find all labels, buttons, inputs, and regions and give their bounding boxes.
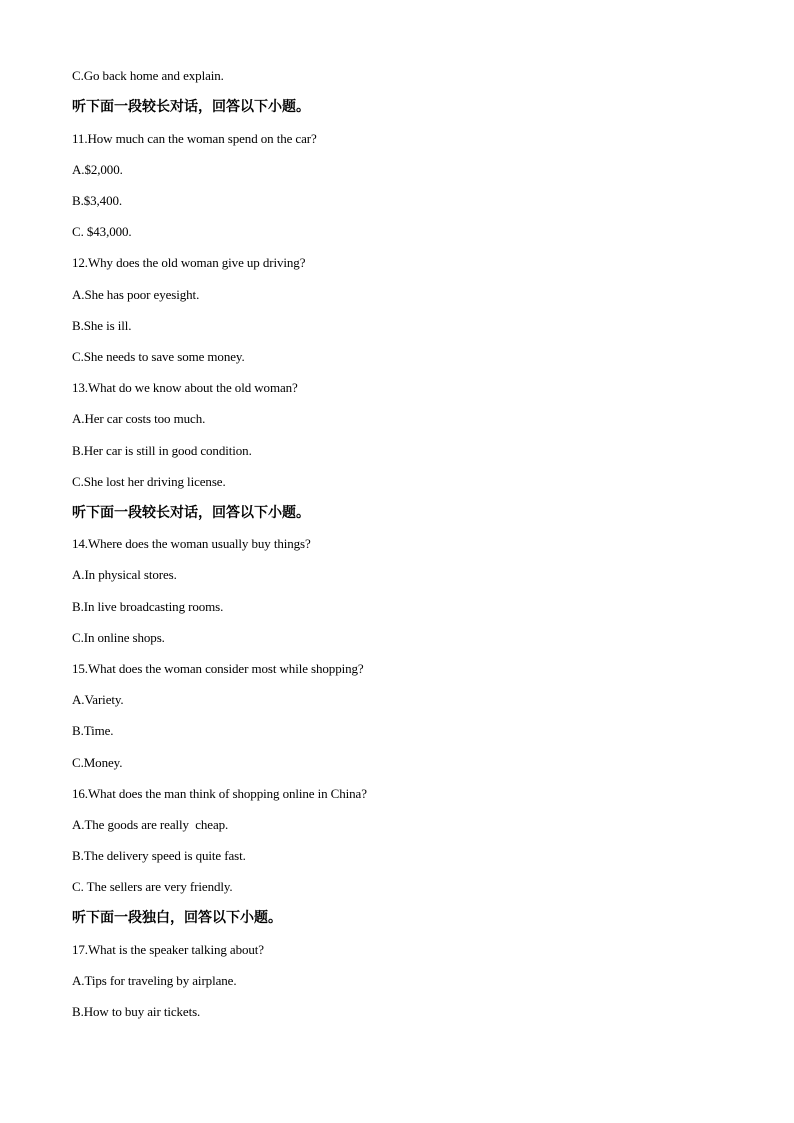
option-a-q17: A.Tips for traveling by airplane. <box>72 973 237 988</box>
option-b-q11: B.$3,400. <box>72 193 123 208</box>
question-12: 12.Why does the old woman give up driving? <box>72 255 306 270</box>
question-14: 14.Where does the woman usually buy things? <box>72 536 311 551</box>
option-b-q17: B.How to buy air tickets. <box>72 1004 201 1019</box>
option-a-q15: A.Variety. <box>72 692 124 707</box>
section-heading-dialogue-2: 听下面一段较长对话，回答以下小题。 <box>72 505 310 521</box>
option-c-q16: C. The sellers are very friendly. <box>72 879 233 894</box>
option-c-q13: C.She lost her driving license. <box>72 474 226 489</box>
option-a-q16: A.The goods are really cheap. <box>72 817 229 832</box>
question-13: 13.What do we know about the old woman? <box>72 380 298 395</box>
section-heading-dialogue-1: 听下面一段较长对话，回答以下小题。 <box>72 99 310 115</box>
option-a-q14: A.In physical stores. <box>72 567 177 582</box>
question-11: 11.How much can the woman spend on the car? <box>72 131 317 146</box>
option-b-q15: B.Time. <box>72 723 114 738</box>
question-16: 16.What does the man think of shopping online in China? <box>72 786 367 801</box>
question-15: 15.What does the woman consider most while shopping? <box>72 661 364 676</box>
option-a-q13: A.Her car costs too much. <box>72 411 206 426</box>
option-c-q11: C. $43,000. <box>72 224 132 239</box>
option-c-q14: C.In online shops. <box>72 630 165 645</box>
option-c-q12: C.She needs to save some money. <box>72 349 245 364</box>
option-b-q14: B.In live broadcasting rooms. <box>72 599 224 614</box>
question-17: 17.What is the speaker talking about? <box>72 942 264 957</box>
option-b-q12: B.She is ill. <box>72 318 132 333</box>
option-c-q10: C.Go back home and explain. <box>72 68 224 83</box>
option-b-q16: B.The delivery speed is quite fast. <box>72 848 246 863</box>
section-heading-monologue: 听下面一段独白，回答以下小题。 <box>72 910 282 926</box>
option-b-q13: B.Her car is still in good condition. <box>72 443 252 458</box>
option-a-q12: A.She has poor eyesight. <box>72 287 200 302</box>
option-c-q15: C.Money. <box>72 755 123 770</box>
option-a-q11: A.$2,000. <box>72 162 123 177</box>
